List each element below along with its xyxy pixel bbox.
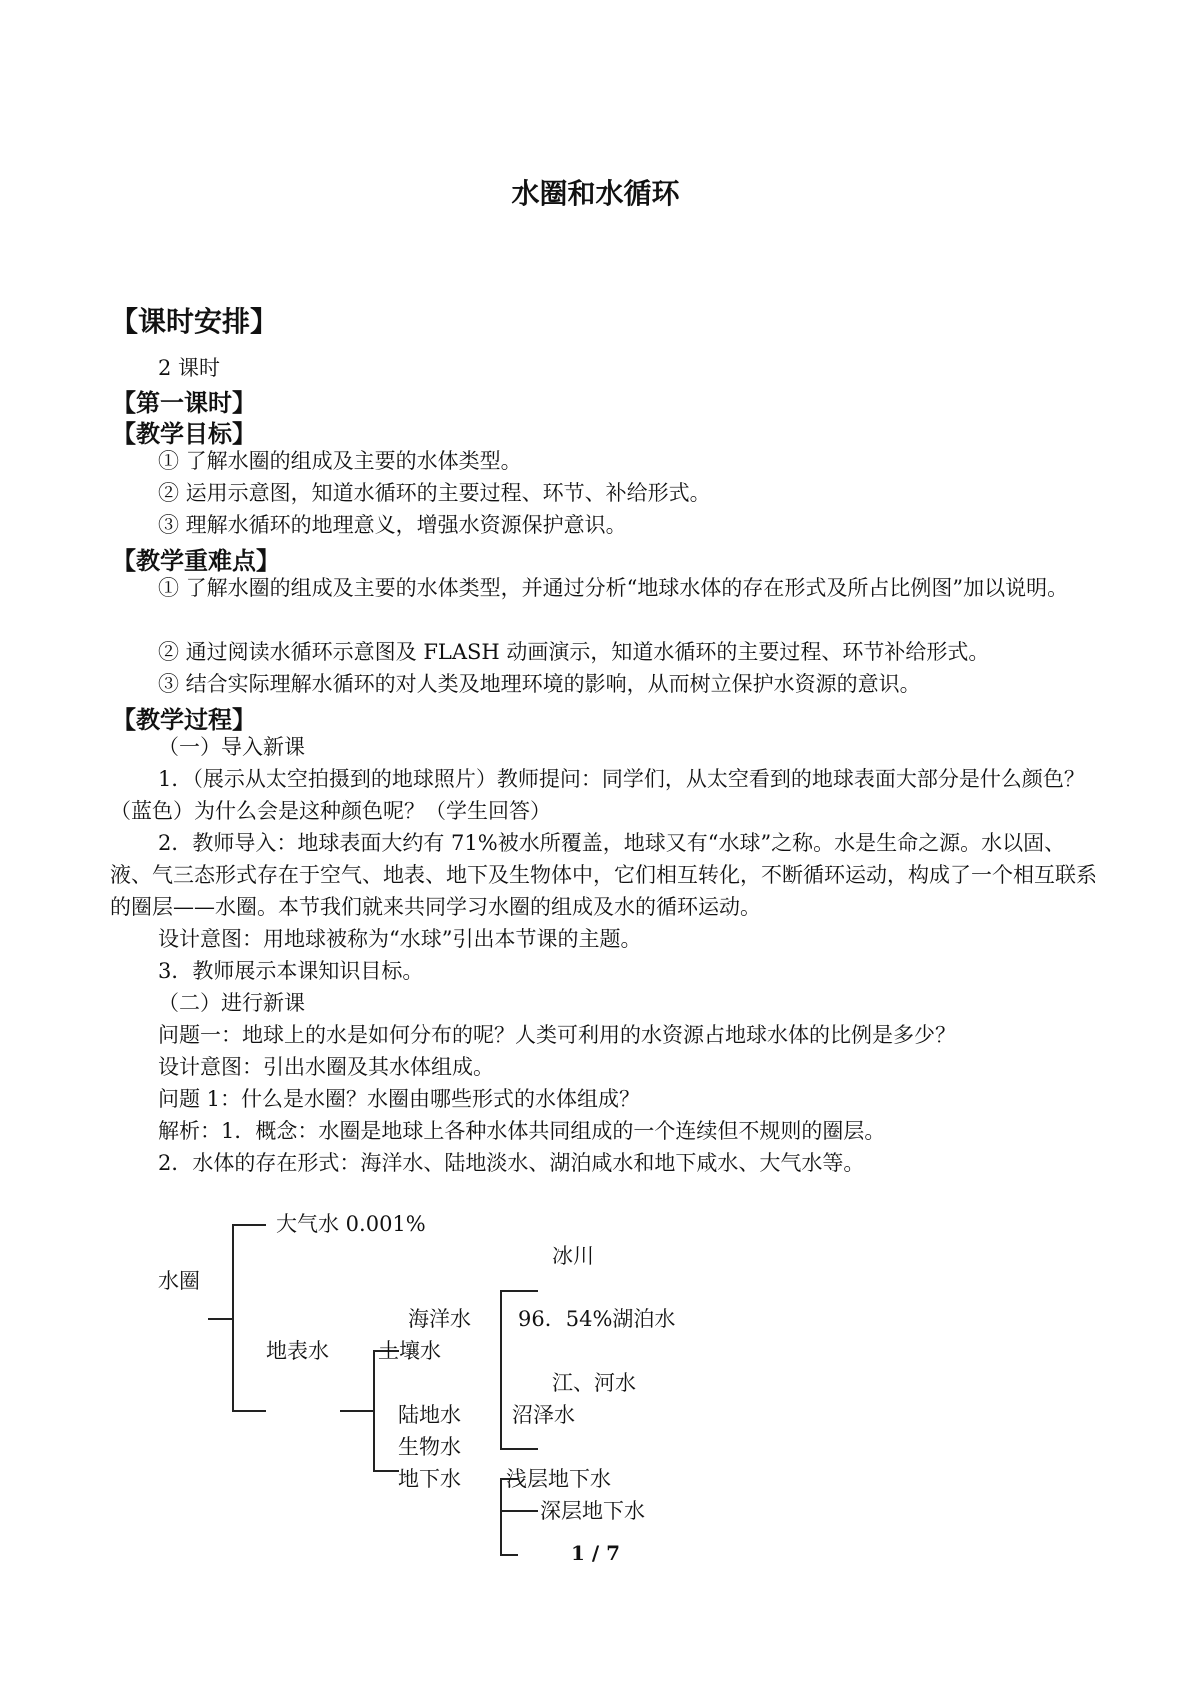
design-intent: 设计意图：引出水圈及其水体组成。 [158, 1055, 494, 1079]
keypoint-item: ② 通过阅读水循环示意图及 FLASH 动画演示，知道水循环的主要过程、环节补给形式。 [158, 640, 990, 664]
bracket-line [500, 1448, 538, 1450]
diagram-node-deep: 深层地下水 [540, 1499, 645, 1523]
question: 问题一：地球上的水是如何分布的呢？人类可利用的水资源占地球水体的比例是多少？ [158, 1023, 956, 1047]
paragraph: 2．教师导入：地球表面大约有 71%被水所覆盖，地球又有“水球”之称。水是生命之源。水以固、液、气三态形式存在于空气、地表、地下及生物体中，它们相互转化，不断循环运动，构成了一个相互联系的圈层——水圈。本节我们就来共同学习水圈的组成及水的循环运动。 [110, 831, 1097, 919]
new-lesson-heading: （二）进行新课 [158, 991, 305, 1015]
diagram-node-ground: 地下水 [398, 1467, 461, 1491]
goal-item: ③ 理解水循环的地理意义，增强水资源保护意识。 [158, 513, 627, 537]
paragraph: 3．教师展示本课知识目标。 [158, 959, 424, 983]
document-title: 水圈和水循环 [511, 177, 680, 210]
answer: 2．水体的存在形式：海洋水、陆地淡水、湖泊咸水和地下咸水、大气水等。 [158, 1151, 865, 1175]
diagram-node-shallow: 浅层地下水 [506, 1467, 611, 1491]
bracket-line [500, 1290, 538, 1292]
bracket-line [500, 1290, 502, 1450]
lesson-heading: 【第一课时】 [112, 389, 256, 417]
goal-item: ① 了解水圈的组成及主要的水体类型。 [158, 449, 522, 473]
bracket-line [232, 1224, 266, 1226]
diagram-node-bio: 生物水 [398, 1435, 461, 1459]
goals-heading: 【教学目标】 [112, 420, 256, 448]
diagram-root: 水圈 [158, 1269, 200, 1293]
page-number: 1 / 7 [570, 1541, 621, 1565]
diagram-node-land: 陆地水 [398, 1403, 461, 1427]
section-heading-schedule: 【课时安排】 [110, 305, 279, 338]
intro-heading: （一）导入新课 [158, 735, 305, 759]
diagram-node-swamp: 沼泽水 [512, 1403, 575, 1427]
bracket-line [500, 1510, 538, 1512]
question: 问题 1：什么是水圈？水圈由哪些形式的水体组成？ [158, 1087, 641, 1111]
keypoint-item: ① 了解水圈的组成及主要的水体类型，并通过分析“地球水体的存在形式及所占比例图”加以说明。 [158, 576, 1069, 600]
diagram-node-ocean: 海洋水 [408, 1307, 471, 1331]
design-intent: 设计意图：用地球被称为“水球”引出本节课的主题。 [158, 927, 642, 951]
diagram-node-river: 江、河水 [552, 1371, 636, 1395]
paragraph: 1．（展示从太空拍摄到的地球照片）教师提问：同学们，从太空看到的地球表面大部分是什么颜色？（蓝色）为什么会是这种颜色呢？（学生回答） [110, 767, 1085, 823]
keypoints-heading: 【教学重难点】 [112, 547, 280, 575]
bracket-line [340, 1410, 375, 1412]
process-heading: 【教学过程】 [112, 706, 256, 734]
diagram-node-soil: 土壤水 [378, 1339, 441, 1363]
keypoint-item: ③ 结合实际理解水循环的对人类及地理环境的影响，从而树立保护水资源的意识。 [158, 672, 921, 696]
diagram-node-atmos: 大气水 0.001% [276, 1212, 426, 1236]
schedule-text: 2 课时 [158, 356, 221, 380]
bracket-line [373, 1470, 399, 1472]
goal-item: ② 运用示意图，知道水循环的主要过程、环节、补给形式。 [158, 481, 711, 505]
diagram-node-surface: 地表水 [266, 1339, 329, 1363]
diagram-node-lake: 96．54%湖泊水 [518, 1307, 676, 1331]
bracket-line [232, 1410, 266, 1412]
bracket-line [208, 1318, 234, 1320]
answer: 解析：1．概念：水圈是地球上各种水体共同组成的一个连续但不规则的圈层。 [158, 1119, 886, 1143]
diagram-node-glacier: 冰川 [552, 1244, 594, 1268]
